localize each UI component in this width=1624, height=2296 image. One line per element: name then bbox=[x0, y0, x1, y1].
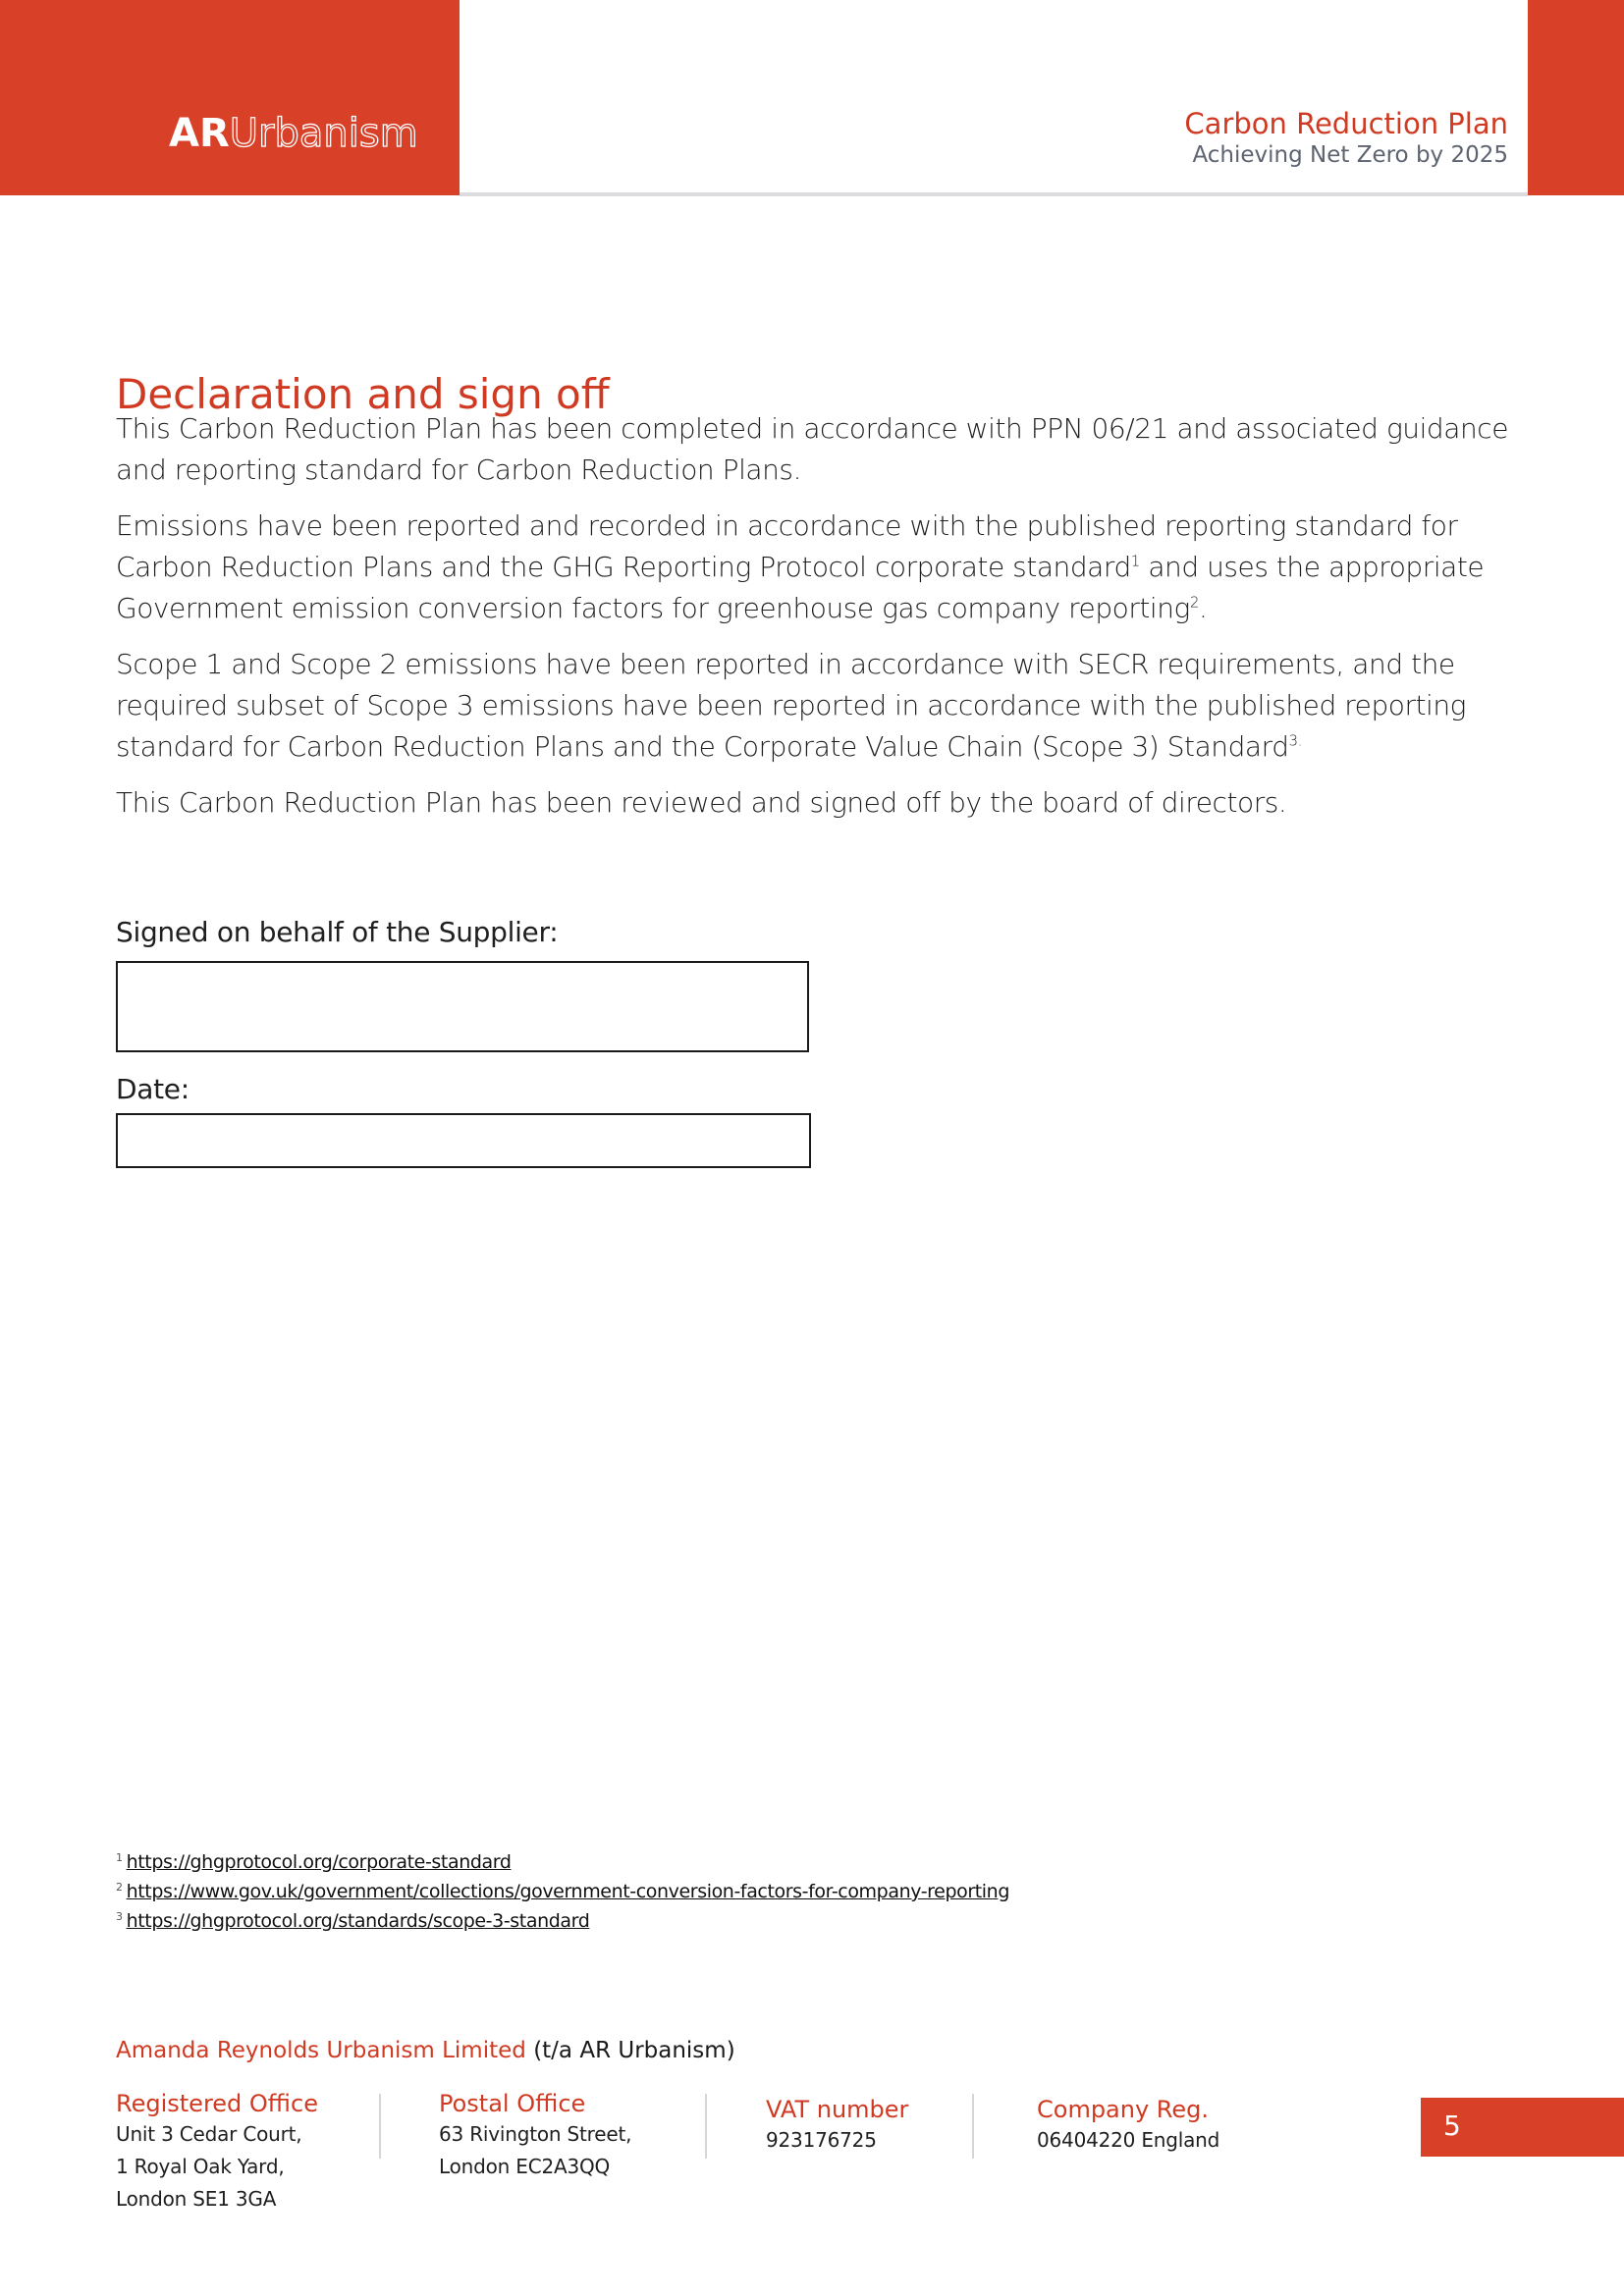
logo-urbanism: Urbanism bbox=[229, 111, 418, 156]
paragraph-text-part: Scope 1 and Scope 2 emissions have been reported in accordance with SECR requirements, and the required subset of Scope 3 emissions have been reported in accordance with the published reporting standard for Carbon Reduction Plans and the Corporate Value Chain (Scope 3) Standard bbox=[116, 648, 1467, 763]
footer-company-line bbox=[116, 2036, 735, 2065]
paragraph-emissions-reporting bbox=[116, 506, 1530, 629]
company-reg-title: Company Reg. bbox=[1037, 2096, 1210, 2123]
paragraph-text bbox=[116, 644, 1530, 768]
footnote-number: 3 bbox=[116, 1909, 123, 1923]
footnote-link[interactable]: https://www.gov.uk/government/collections/government-conversion-factors-for-company-reporting bbox=[126, 1881, 1009, 1902]
company-logo bbox=[169, 110, 418, 157]
paragraph-text: This Carbon Reduction Plan has been reviewed and signed off by the board of directors. bbox=[116, 786, 1287, 819]
footnote-item bbox=[116, 1847, 1009, 1877]
footer-vat bbox=[766, 2095, 908, 2157]
footer-company-reg bbox=[1037, 2095, 1219, 2157]
header-brand-panel bbox=[0, 0, 460, 195]
paragraph-text-part: Emissions have been reported and recorded in accordance with the published reporting standard for Carbon Reduction Plans and the GHG Reporting Protocol corporate standard bbox=[116, 509, 1458, 583]
footnote-ref-2[interactable]: 2 bbox=[1189, 593, 1200, 612]
date-field[interactable] bbox=[116, 1113, 811, 1168]
footnote-number: 2 bbox=[116, 1880, 123, 1894]
paragraph-compliance bbox=[116, 408, 1530, 491]
paragraph-text bbox=[116, 506, 1530, 629]
vat-title: VAT number bbox=[766, 2096, 909, 2123]
footer-divider bbox=[972, 2094, 974, 2159]
document-subtitle: Achieving Net Zero by 2025 bbox=[1192, 142, 1508, 168]
logo-ar: AR bbox=[169, 111, 230, 156]
footer-divider bbox=[379, 2094, 381, 2159]
vat-value: 923176725 bbox=[766, 2128, 877, 2152]
company-name: Amanda Reynolds Urbanism Limited bbox=[116, 2038, 526, 2063]
paragraph-text-part: . bbox=[1199, 592, 1208, 624]
address-line: 1 Royal Oak Yard, bbox=[116, 2155, 285, 2178]
footer-divider bbox=[705, 2094, 707, 2159]
footnote-ref-1[interactable]: 1 bbox=[1130, 552, 1140, 570]
footnote-link[interactable]: https://ghgprotocol.org/corporate-standard bbox=[126, 1851, 512, 1873]
address-line: London SE1 3GA bbox=[116, 2187, 277, 2211]
header-accent-block bbox=[1528, 0, 1624, 195]
paragraph-board-signoff bbox=[116, 782, 1530, 824]
header-divider bbox=[460, 192, 1528, 196]
signed-label: Signed on behalf of the Supplier: bbox=[116, 916, 559, 948]
footnote-item bbox=[116, 1906, 1009, 1936]
paragraph-text: This Carbon Reduction Plan has been completed in accordance with PPN 06/21 and associated guidance and reporting standard for Carbon Reduction Plans. bbox=[116, 412, 1508, 486]
postal-office-title: Postal Office bbox=[439, 2090, 586, 2117]
paragraph-text-part: and uses the appropriate Government emission conversion factors for greenhouse gas company reporting bbox=[116, 551, 1485, 624]
section-heading: Declaration and sign off bbox=[116, 370, 610, 419]
footnote-number: 1 bbox=[116, 1850, 123, 1864]
date-label: Date: bbox=[116, 1073, 189, 1105]
address-line: Unit 3 Cedar Court, bbox=[116, 2122, 302, 2146]
footer-postal-office bbox=[439, 2089, 631, 2183]
paragraph-scopes bbox=[116, 644, 1530, 768]
registered-office-title: Registered Office bbox=[116, 2090, 318, 2117]
trading-as: (t/a AR Urbanism) bbox=[533, 2038, 735, 2063]
company-reg-value: 06404220 England bbox=[1037, 2128, 1220, 2152]
footer-registered-office bbox=[116, 2089, 318, 2216]
signature-field[interactable] bbox=[116, 961, 809, 1052]
document-title: Carbon Reduction Plan bbox=[1184, 107, 1508, 140]
footnote-link[interactable]: https://ghgprotocol.org/standards/scope-3-standard bbox=[126, 1910, 590, 1932]
address-line: 63 Rivington Street, bbox=[439, 2122, 632, 2146]
page-number: 5 bbox=[1443, 2109, 1461, 2142]
address-line: London EC2A3QQ bbox=[439, 2155, 611, 2178]
footnotes bbox=[116, 1847, 1009, 1936]
footnote-item bbox=[116, 1877, 1009, 1906]
footnote-ref-3[interactable]: 3. bbox=[1288, 731, 1302, 750]
